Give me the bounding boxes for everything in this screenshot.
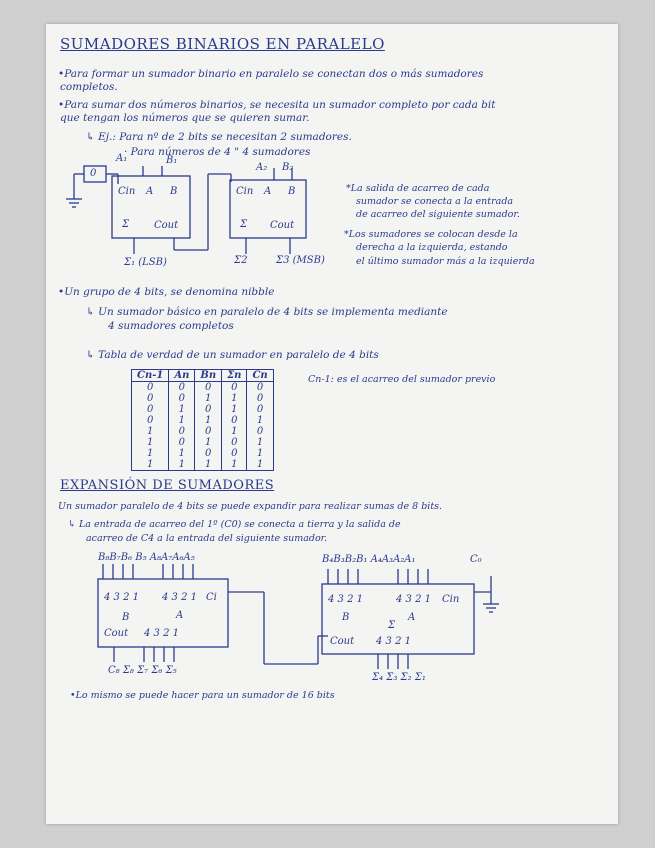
table-cell: 0 [222, 448, 247, 459]
table-cell: 0 [132, 415, 169, 426]
table-cell: 1 [222, 393, 247, 404]
cout-label: Cout [104, 628, 129, 639]
note-line: de acarreo del siguiente sumador. [356, 209, 520, 220]
table-cell: 0 [247, 382, 273, 394]
closing-line: •Lo mismo se puede hacer para un sumador de 16 bits [70, 690, 335, 701]
paragraph-line: •Para formar un sumador binario en paralelo se conectan dos o más sumadores [58, 68, 484, 80]
table-cell: 0 [195, 448, 222, 459]
a-label: A [176, 610, 184, 621]
c0-label: C₀ [470, 554, 482, 565]
input-label: B₁ [166, 155, 178, 166]
cout-label: Cout [270, 220, 295, 231]
section-title: EXPANSIÓN DE SUMADORES [60, 478, 275, 493]
table-cell: 1 [247, 448, 273, 459]
table-cell: 0 [222, 415, 247, 426]
table-header: Cn [247, 370, 273, 382]
table-cell: 0 [247, 426, 273, 437]
notebook-page [46, 24, 618, 824]
bits-label: 4 3 2 1 [376, 636, 411, 647]
table-cell: 0 [132, 382, 169, 394]
right-inputs-label: B₄B₃B₂B₁ A₄A₃A₂A₁ [322, 554, 416, 565]
table-cell: 0 [195, 382, 222, 394]
cin-label: Cin [236, 186, 254, 197]
table-cell: 1 [132, 448, 169, 459]
table-cell: 1 [195, 393, 222, 404]
table-cell: 1 [222, 459, 247, 471]
table-cell: 0 [169, 437, 195, 448]
right-outputs-label: Σ₄ Σ₃ Σ₂ Σ₁ [372, 672, 426, 683]
table-cell: 1 [132, 437, 169, 448]
table-cell: 1 [222, 426, 247, 437]
table-caption: ↳ Tabla de verdad de un sumador en paralelo de 4 bits [86, 349, 379, 361]
table-cell: 1 [247, 459, 273, 471]
table-cell: 0 [247, 404, 273, 415]
left-inputs-label: B₈B₇B₆ B₅ A₈A₇A₆A₅ [98, 552, 195, 563]
table-header: Bn [195, 370, 222, 382]
table-cell: 1 [169, 404, 195, 415]
a-label: A [146, 186, 154, 197]
left-outputs-label: C₈ Σ₈ Σ₇ Σ₆ Σ₅ [108, 665, 177, 676]
zero-label: 0 [90, 168, 97, 179]
output-label: Σ3 (MSB) [276, 255, 325, 266]
paragraph-line: acarreo de C4 a la entrada del siguiente sumador. [86, 533, 328, 544]
table-cell: 1 [247, 415, 273, 426]
cout-label: Cout [154, 220, 179, 231]
note-line: derecha a la izquierda, estando [356, 242, 508, 253]
paragraph-line: ↳ La entrada de acarreo del 1º (C0) se conecta a tierra y la salida de [68, 519, 401, 530]
note-line: el último sumador más a la izquierda [356, 256, 535, 267]
paragraph-line: que tengan los números que se quieren sumar. [60, 112, 310, 124]
table-cell: 1 [247, 437, 273, 448]
note-line: sumador se conecta a la entrada [356, 196, 514, 207]
basic-line: ↳ Un sumador básico en paralelo de 4 bits se implementa mediante [86, 306, 448, 318]
paragraph-line: Un sumador paralelo de 4 bits se puede expandir para realizar sumas de 8 bits. [58, 501, 443, 512]
b-label: B [342, 612, 350, 623]
table-cell: 1 [195, 415, 222, 426]
b-label: B [288, 186, 296, 197]
paragraph-line: •Para sumar dos números binarios, se necesita un sumador completo por cada bit [58, 99, 496, 111]
table-cell: 0 [222, 437, 247, 448]
table-cell: 0 [222, 382, 247, 394]
output-label: Σ₁ (LSB) [124, 257, 167, 268]
basic-line: 4 sumadores completos [108, 320, 234, 332]
table-cell: 0 [195, 426, 222, 437]
nibble-line: •Un grupo de 4 bits, se denomina nibble [58, 286, 275, 298]
a-label: A [264, 186, 272, 197]
bits-label: 4 3 2 1 [328, 594, 363, 605]
b-label: B [122, 612, 130, 623]
page-title: SUMADORES BINARIOS EN PARALELO [60, 35, 385, 53]
table-cell: 0 [132, 404, 169, 415]
table-cell: 1 [169, 448, 195, 459]
table-cell: 1 [169, 459, 195, 471]
example-line: ↳ Ej.: Para nº de 2 bits se necesitan 2 sumadores. [86, 131, 352, 143]
a-label: A [408, 612, 416, 623]
bits-label: 4 3 2 1 [104, 592, 139, 603]
input-label: A₁ [116, 153, 128, 164]
table-header: Σn [222, 370, 247, 382]
note-line: *La salida de acarreo de cada [346, 183, 490, 194]
input-label: A₂ [256, 162, 268, 173]
table-cell: 0 [247, 393, 273, 404]
b-label: B [170, 186, 178, 197]
sigma-label: Σ [122, 219, 130, 230]
output-label: Σ2 [234, 255, 248, 266]
paragraph-line: completos. [60, 81, 118, 93]
table-note: Cn-1: es el acarreo del sumador previo [308, 374, 496, 385]
cout-label: Cout [330, 636, 355, 647]
table-header: An [169, 370, 195, 382]
example-line: · Para números de 4 " 4 sumadores [124, 146, 311, 158]
sigma-label: Σ [388, 620, 396, 631]
bits-label: 4 3 2 1 [396, 594, 431, 605]
note-line: *Los sumadores se colocan desde la [344, 229, 518, 240]
table-cell: 1 [195, 459, 222, 471]
ci-label: Ci [206, 592, 217, 603]
table-cell: 0 [132, 393, 169, 404]
table-cell: 0 [169, 393, 195, 404]
table-cell: 1 [169, 415, 195, 426]
table-cell: 0 [195, 404, 222, 415]
cin-label: Cin [118, 186, 136, 197]
bits-label: 4 3 2 1 [144, 628, 179, 639]
input-label: B₂ [282, 162, 294, 173]
cascade-diagram [46, 24, 618, 824]
bits-label: 4 3 2 1 [162, 592, 197, 603]
table-cell: 1 [222, 404, 247, 415]
table-header: Cn-1 [132, 370, 169, 382]
table-cell: 0 [169, 426, 195, 437]
table-cell: 0 [169, 382, 195, 394]
table-cell: 1 [132, 426, 169, 437]
table-cell: 1 [132, 459, 169, 471]
sigma-label: Σ [240, 219, 248, 230]
table-cell: 1 [195, 437, 222, 448]
cin-label: Cin [442, 594, 460, 605]
